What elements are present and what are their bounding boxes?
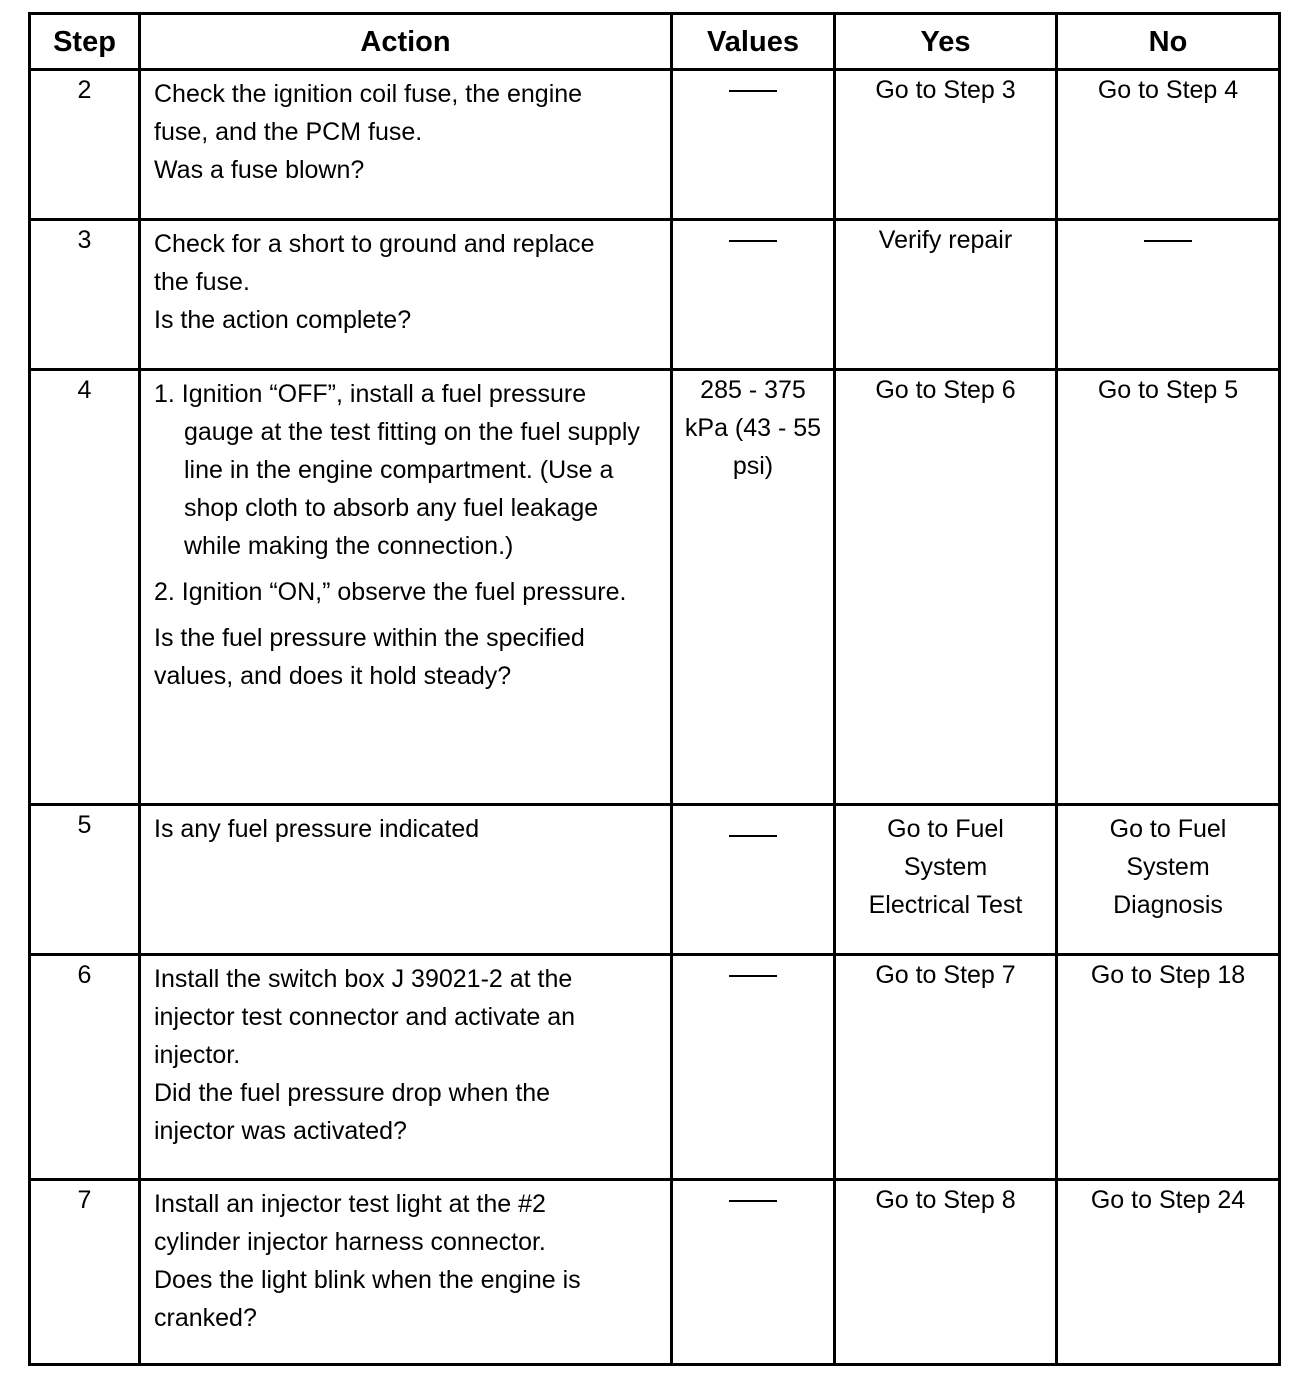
values-cell xyxy=(672,1180,835,1365)
action-line: injector was activated? xyxy=(154,1117,407,1145)
no-outcome: Go to Step 4 xyxy=(1057,70,1280,220)
action-line: Was a fuse blown? xyxy=(154,156,365,184)
dash-placeholder xyxy=(729,1200,777,1202)
action-line: Install the switch box J 39021-2 at the xyxy=(154,965,573,993)
action-line: cylinder injector harness connector. xyxy=(154,1228,546,1256)
action-line: Is any fuel pressure indicated xyxy=(154,815,480,843)
table-row xyxy=(30,955,1280,1180)
header-yes: Yes xyxy=(835,14,1057,70)
step-number: 3 xyxy=(30,220,140,370)
action-step-item: 1. Ignition “OFF”, install a fuel pressure gauge at the test fitting on the fuel supply line in the engine compartment. (Use a shop cloth to absorb any fuel leakage while making the connection.) xyxy=(154,380,640,560)
action-line: Is the action complete? xyxy=(154,306,412,334)
action-text xyxy=(140,70,672,220)
values-cell xyxy=(672,955,835,1180)
action-line: Install an injector test light at the #2 xyxy=(154,1190,546,1218)
action-line: Does the light blink when the engine is xyxy=(154,1266,581,1294)
dash-placeholder xyxy=(729,240,777,242)
action-text xyxy=(140,370,672,805)
yes-outcome: Go to Step 8 xyxy=(835,1180,1057,1365)
yes-outcome: Go to Step 3 xyxy=(835,70,1057,220)
header-step: Step xyxy=(30,14,140,70)
action-line: Check the ignition coil fuse, the engine xyxy=(154,80,583,108)
no-outcome: Go to Step 24 xyxy=(1057,1180,1280,1365)
step-number: 2 xyxy=(30,70,140,220)
dash-placeholder xyxy=(729,90,777,92)
action-line: the fuse. xyxy=(154,268,250,296)
no-outcome: Go to Step 5 xyxy=(1057,370,1280,805)
yes-outcome: Verify repair xyxy=(835,220,1057,370)
dash-placeholder xyxy=(729,975,777,977)
action-text xyxy=(140,220,672,370)
action-text xyxy=(140,1180,672,1365)
table-row xyxy=(30,370,1280,805)
action-question: Is the fuel pressure within the specified values, and does it hold steady? xyxy=(154,624,585,690)
action-steps-list xyxy=(154,375,658,611)
action-line: Did the fuel pressure drop when the xyxy=(154,1079,551,1107)
action-line: cranked? xyxy=(154,1304,257,1332)
dash-placeholder xyxy=(729,835,777,837)
step-number: 5 xyxy=(30,805,140,955)
action-text xyxy=(140,805,672,955)
yes-outcome: Go to Fuel System Electrical Test xyxy=(835,805,1057,955)
action-line: injector. xyxy=(154,1041,241,1069)
step-number: 7 xyxy=(30,1180,140,1365)
yes-outcome: Go to Step 7 xyxy=(835,955,1057,1180)
table-row xyxy=(30,220,1280,370)
values-cell xyxy=(672,805,835,955)
no-outcome: Go to Step 18 xyxy=(1057,955,1280,1180)
values-cell xyxy=(672,220,835,370)
values-cell xyxy=(672,70,835,220)
table-row xyxy=(30,805,1280,955)
table-row xyxy=(30,70,1280,220)
header-no: No xyxy=(1057,14,1280,70)
action-line: injector test connector and activate an xyxy=(154,1003,576,1031)
diagnostic-table xyxy=(28,12,1281,1366)
step-number: 6 xyxy=(30,955,140,1180)
action-step-item: 2. Ignition “ON,” observe the fuel pressure. xyxy=(154,578,627,606)
step-number: 4 xyxy=(30,370,140,805)
no-outcome: Go to Fuel System Diagnosis xyxy=(1057,805,1280,955)
no-outcome xyxy=(1057,220,1280,370)
action-line: Check for a short to ground and replace xyxy=(154,230,595,258)
header-values: Values xyxy=(672,14,835,70)
action-text xyxy=(140,955,672,1180)
header-action: Action xyxy=(140,14,672,70)
values-text: 285 - 375 kPa (43 - 55 psi) xyxy=(672,370,835,805)
header-row xyxy=(30,14,1280,70)
table-row xyxy=(30,1180,1280,1365)
action-line: fuse, and the PCM fuse. xyxy=(154,118,423,146)
yes-outcome: Go to Step 6 xyxy=(835,370,1057,805)
dash-placeholder xyxy=(1144,240,1192,242)
